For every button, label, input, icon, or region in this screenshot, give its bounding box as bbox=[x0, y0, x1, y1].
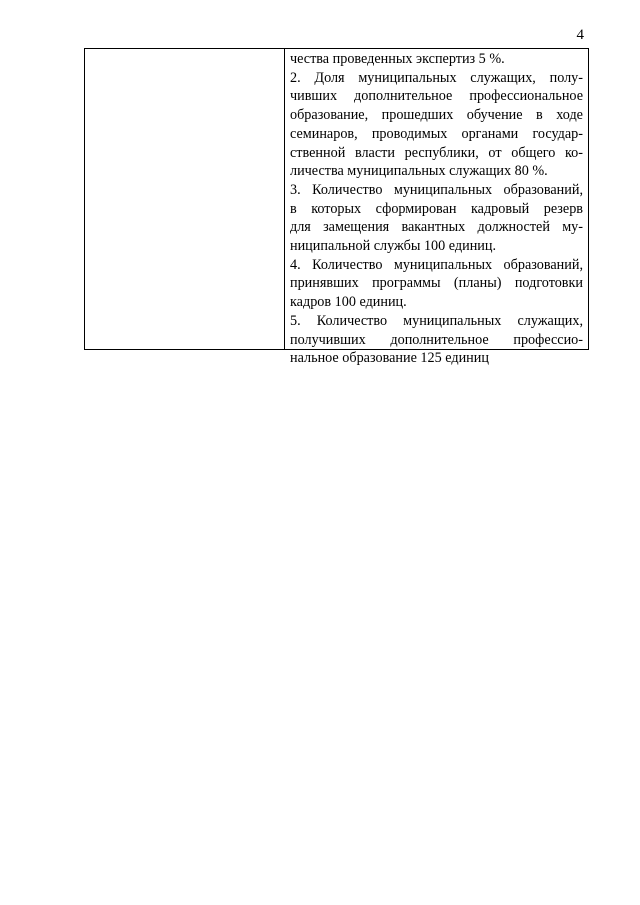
text-line: чества проведенных экспертиз 5 %. bbox=[290, 51, 505, 67]
table-left-cell bbox=[85, 49, 285, 349]
text-line: семинаров, проводимых органами государ- bbox=[290, 125, 583, 142]
table-right-cell bbox=[285, 49, 588, 367]
page-number: 4 bbox=[576, 27, 584, 43]
text-line: чивших дополнительное профессиональное bbox=[290, 88, 583, 105]
text-line: 5. Количество муниципальных служащих, bbox=[290, 312, 583, 329]
text-line: принявших программы (планы) подготовки bbox=[290, 275, 583, 292]
text-line: нальное образование 125 единиц bbox=[290, 350, 489, 367]
indicators-table bbox=[84, 48, 589, 367]
text-line: для замещения вакантных должностей му- bbox=[290, 219, 583, 236]
text-line: ственной власти республики, от общего ко- bbox=[290, 144, 583, 161]
text-line: образование, прошедших обучение в ходе bbox=[290, 107, 583, 124]
text-line: 4. Количество муниципальных образований, bbox=[290, 256, 583, 273]
text-line: личества муниципальных служащих 80 %. bbox=[290, 163, 548, 180]
text-line: 3. Количество муниципальных образований, bbox=[290, 181, 583, 198]
text-line: получивших дополнительное профессио- bbox=[290, 331, 583, 348]
text-line: ниципальной службы 100 единиц. bbox=[290, 238, 497, 255]
text-line: 2. Доля муниципальных служащих, полу- bbox=[290, 69, 583, 86]
text-line: в которых сформирован кадровый резерв bbox=[290, 200, 583, 217]
text-line: кадров 100 единиц. bbox=[290, 294, 407, 311]
